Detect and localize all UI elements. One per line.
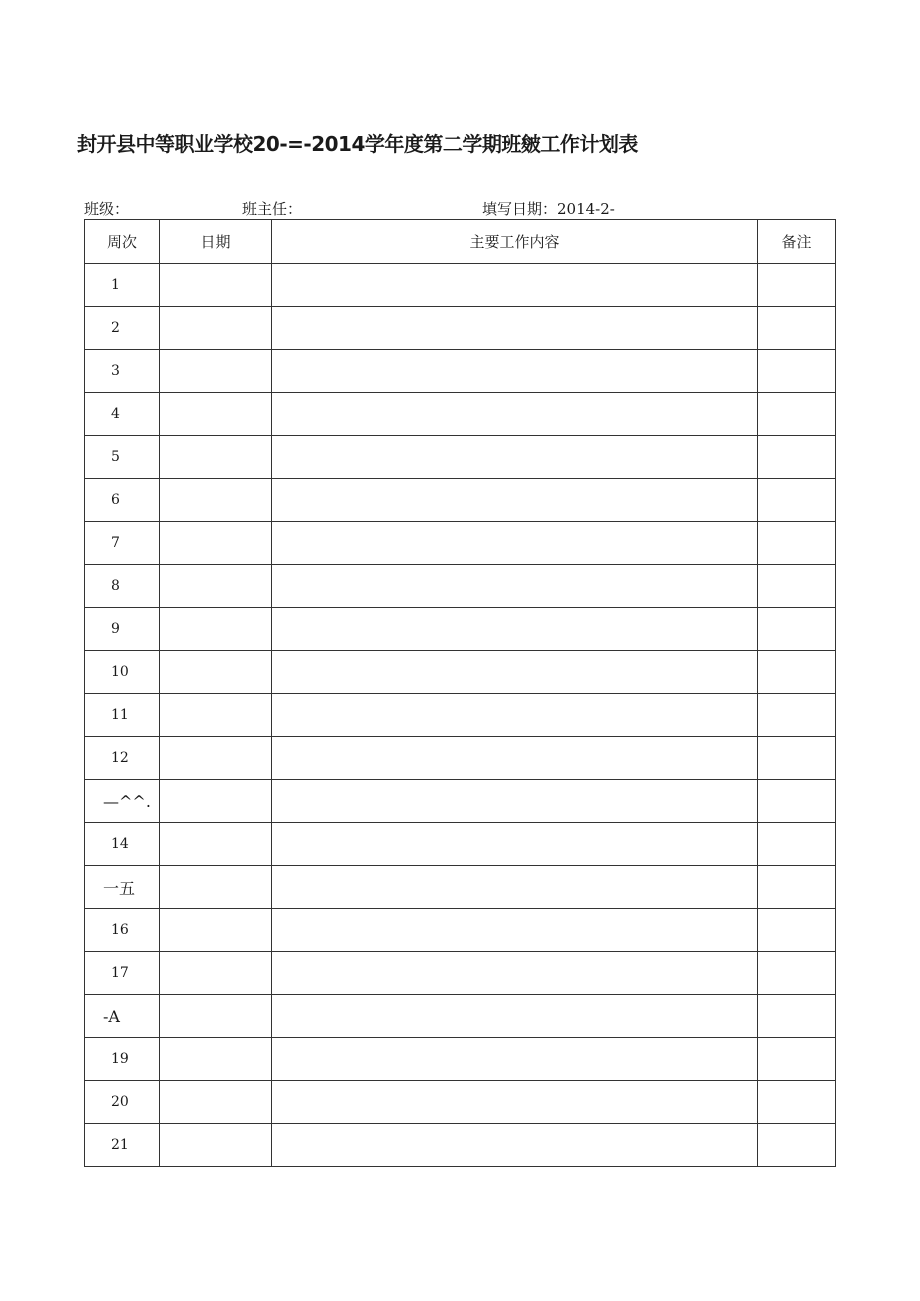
week-cell: 8 — [85, 565, 160, 608]
week-cell: 2 — [85, 307, 160, 350]
table-row — [85, 350, 836, 393]
table-row — [85, 737, 836, 780]
header-date: 日期 — [160, 220, 272, 264]
content-cell[interactable] — [272, 995, 758, 1038]
date-cell[interactable] — [160, 565, 272, 608]
week-cell: 7 — [85, 522, 160, 565]
week-cell: 1 — [85, 264, 160, 307]
content-cell[interactable] — [272, 522, 758, 565]
notes-cell[interactable] — [758, 1124, 836, 1167]
content-cell[interactable] — [272, 909, 758, 952]
content-cell[interactable] — [272, 565, 758, 608]
table-row — [85, 307, 836, 350]
content-cell[interactable] — [272, 307, 758, 350]
header-content: 主要工作内容 — [272, 220, 758, 264]
week-cell: 5 — [85, 436, 160, 479]
table-row — [85, 608, 836, 651]
content-cell[interactable] — [272, 823, 758, 866]
date-cell[interactable] — [160, 651, 272, 694]
week-cell: 6 — [85, 479, 160, 522]
notes-cell[interactable] — [758, 866, 836, 909]
head-teacher-label: 班主任： — [242, 200, 303, 218]
notes-cell[interactable] — [758, 393, 836, 436]
notes-cell[interactable] — [758, 522, 836, 565]
date-cell[interactable] — [160, 952, 272, 995]
class-label: 班级： — [84, 200, 130, 218]
table-row — [85, 436, 836, 479]
date-cell[interactable] — [160, 479, 272, 522]
notes-cell[interactable] — [758, 651, 836, 694]
content-cell[interactable] — [272, 393, 758, 436]
week-cell: 4 — [85, 393, 160, 436]
table-row — [85, 1081, 836, 1124]
notes-cell[interactable] — [758, 823, 836, 866]
table-row — [85, 694, 836, 737]
notes-cell[interactable] — [758, 909, 836, 952]
table-row — [85, 952, 836, 995]
notes-cell[interactable] — [758, 780, 836, 823]
notes-cell[interactable] — [758, 995, 836, 1038]
table-row — [85, 995, 836, 1038]
content-cell[interactable] — [272, 737, 758, 780]
content-cell[interactable] — [272, 952, 758, 995]
date-cell[interactable] — [160, 909, 272, 952]
date-cell[interactable] — [160, 436, 272, 479]
table-row — [85, 522, 836, 565]
table-row — [85, 823, 836, 866]
week-cell: 17 — [85, 952, 160, 995]
week-cell: 3 — [85, 350, 160, 393]
content-cell[interactable] — [272, 651, 758, 694]
table-row — [85, 651, 836, 694]
date-cell[interactable] — [160, 522, 272, 565]
notes-cell[interactable] — [758, 737, 836, 780]
notes-cell[interactable] — [758, 565, 836, 608]
notes-cell[interactable] — [758, 952, 836, 995]
date-cell[interactable] — [160, 1038, 272, 1081]
content-cell[interactable] — [272, 479, 758, 522]
date-cell[interactable] — [160, 823, 272, 866]
content-cell[interactable] — [272, 436, 758, 479]
table-row — [85, 393, 836, 436]
header-notes: 备注 — [758, 220, 836, 264]
content-cell[interactable] — [272, 1038, 758, 1081]
date-cell[interactable] — [160, 307, 272, 350]
date-cell[interactable] — [160, 694, 272, 737]
notes-cell[interactable] — [758, 608, 836, 651]
notes-cell[interactable] — [758, 350, 836, 393]
table-row — [85, 909, 836, 952]
content-cell[interactable] — [272, 780, 758, 823]
week-cell: -A — [85, 995, 160, 1038]
date-cell[interactable] — [160, 995, 272, 1038]
notes-cell[interactable] — [758, 1081, 836, 1124]
week-cell: 16 — [85, 909, 160, 952]
date-cell[interactable] — [160, 1081, 272, 1124]
date-cell[interactable] — [160, 1124, 272, 1167]
table-row — [85, 780, 836, 823]
content-cell[interactable] — [272, 1081, 758, 1124]
table-row — [85, 479, 836, 522]
week-cell: 19 — [85, 1038, 160, 1081]
week-cell: 21 — [85, 1124, 160, 1167]
date-cell[interactable] — [160, 608, 272, 651]
table-row — [85, 264, 836, 307]
table-row — [85, 866, 836, 909]
content-cell[interactable] — [272, 264, 758, 307]
table-header-row — [85, 220, 836, 264]
date-cell[interactable] — [160, 780, 272, 823]
table-row — [85, 1038, 836, 1081]
work-plan-table — [84, 219, 836, 1167]
table-row — [85, 565, 836, 608]
content-cell[interactable] — [272, 866, 758, 909]
date-cell[interactable] — [160, 350, 272, 393]
week-cell: 11 — [85, 694, 160, 737]
date-cell[interactable] — [160, 264, 272, 307]
week-cell: 一五 — [85, 866, 160, 909]
week-cell: 12 — [85, 737, 160, 780]
header-week: 周次 — [85, 220, 160, 264]
content-cell[interactable] — [272, 350, 758, 393]
date-cell[interactable] — [160, 866, 272, 909]
table-row — [85, 1124, 836, 1167]
page-title: 封开县中等职业学校20-=-2014学年度第二学期班皴工作计划表 — [77, 132, 638, 156]
notes-cell[interactable] — [758, 307, 836, 350]
week-cell: 9 — [85, 608, 160, 651]
fill-date-label: 填写日期：2014-2- — [482, 200, 615, 218]
week-cell: 10 — [85, 651, 160, 694]
notes-cell[interactable] — [758, 436, 836, 479]
week-cell: 14 — [85, 823, 160, 866]
content-cell[interactable] — [272, 1124, 758, 1167]
notes-cell[interactable] — [758, 1038, 836, 1081]
date-cell[interactable] — [160, 737, 272, 780]
notes-cell[interactable] — [758, 479, 836, 522]
notes-cell[interactable] — [758, 694, 836, 737]
table-body — [85, 264, 836, 1167]
notes-cell[interactable] — [758, 264, 836, 307]
content-cell[interactable] — [272, 694, 758, 737]
content-cell[interactable] — [272, 608, 758, 651]
week-cell: 20 — [85, 1081, 160, 1124]
week-cell: —^^. — [85, 780, 160, 823]
date-cell[interactable] — [160, 393, 272, 436]
